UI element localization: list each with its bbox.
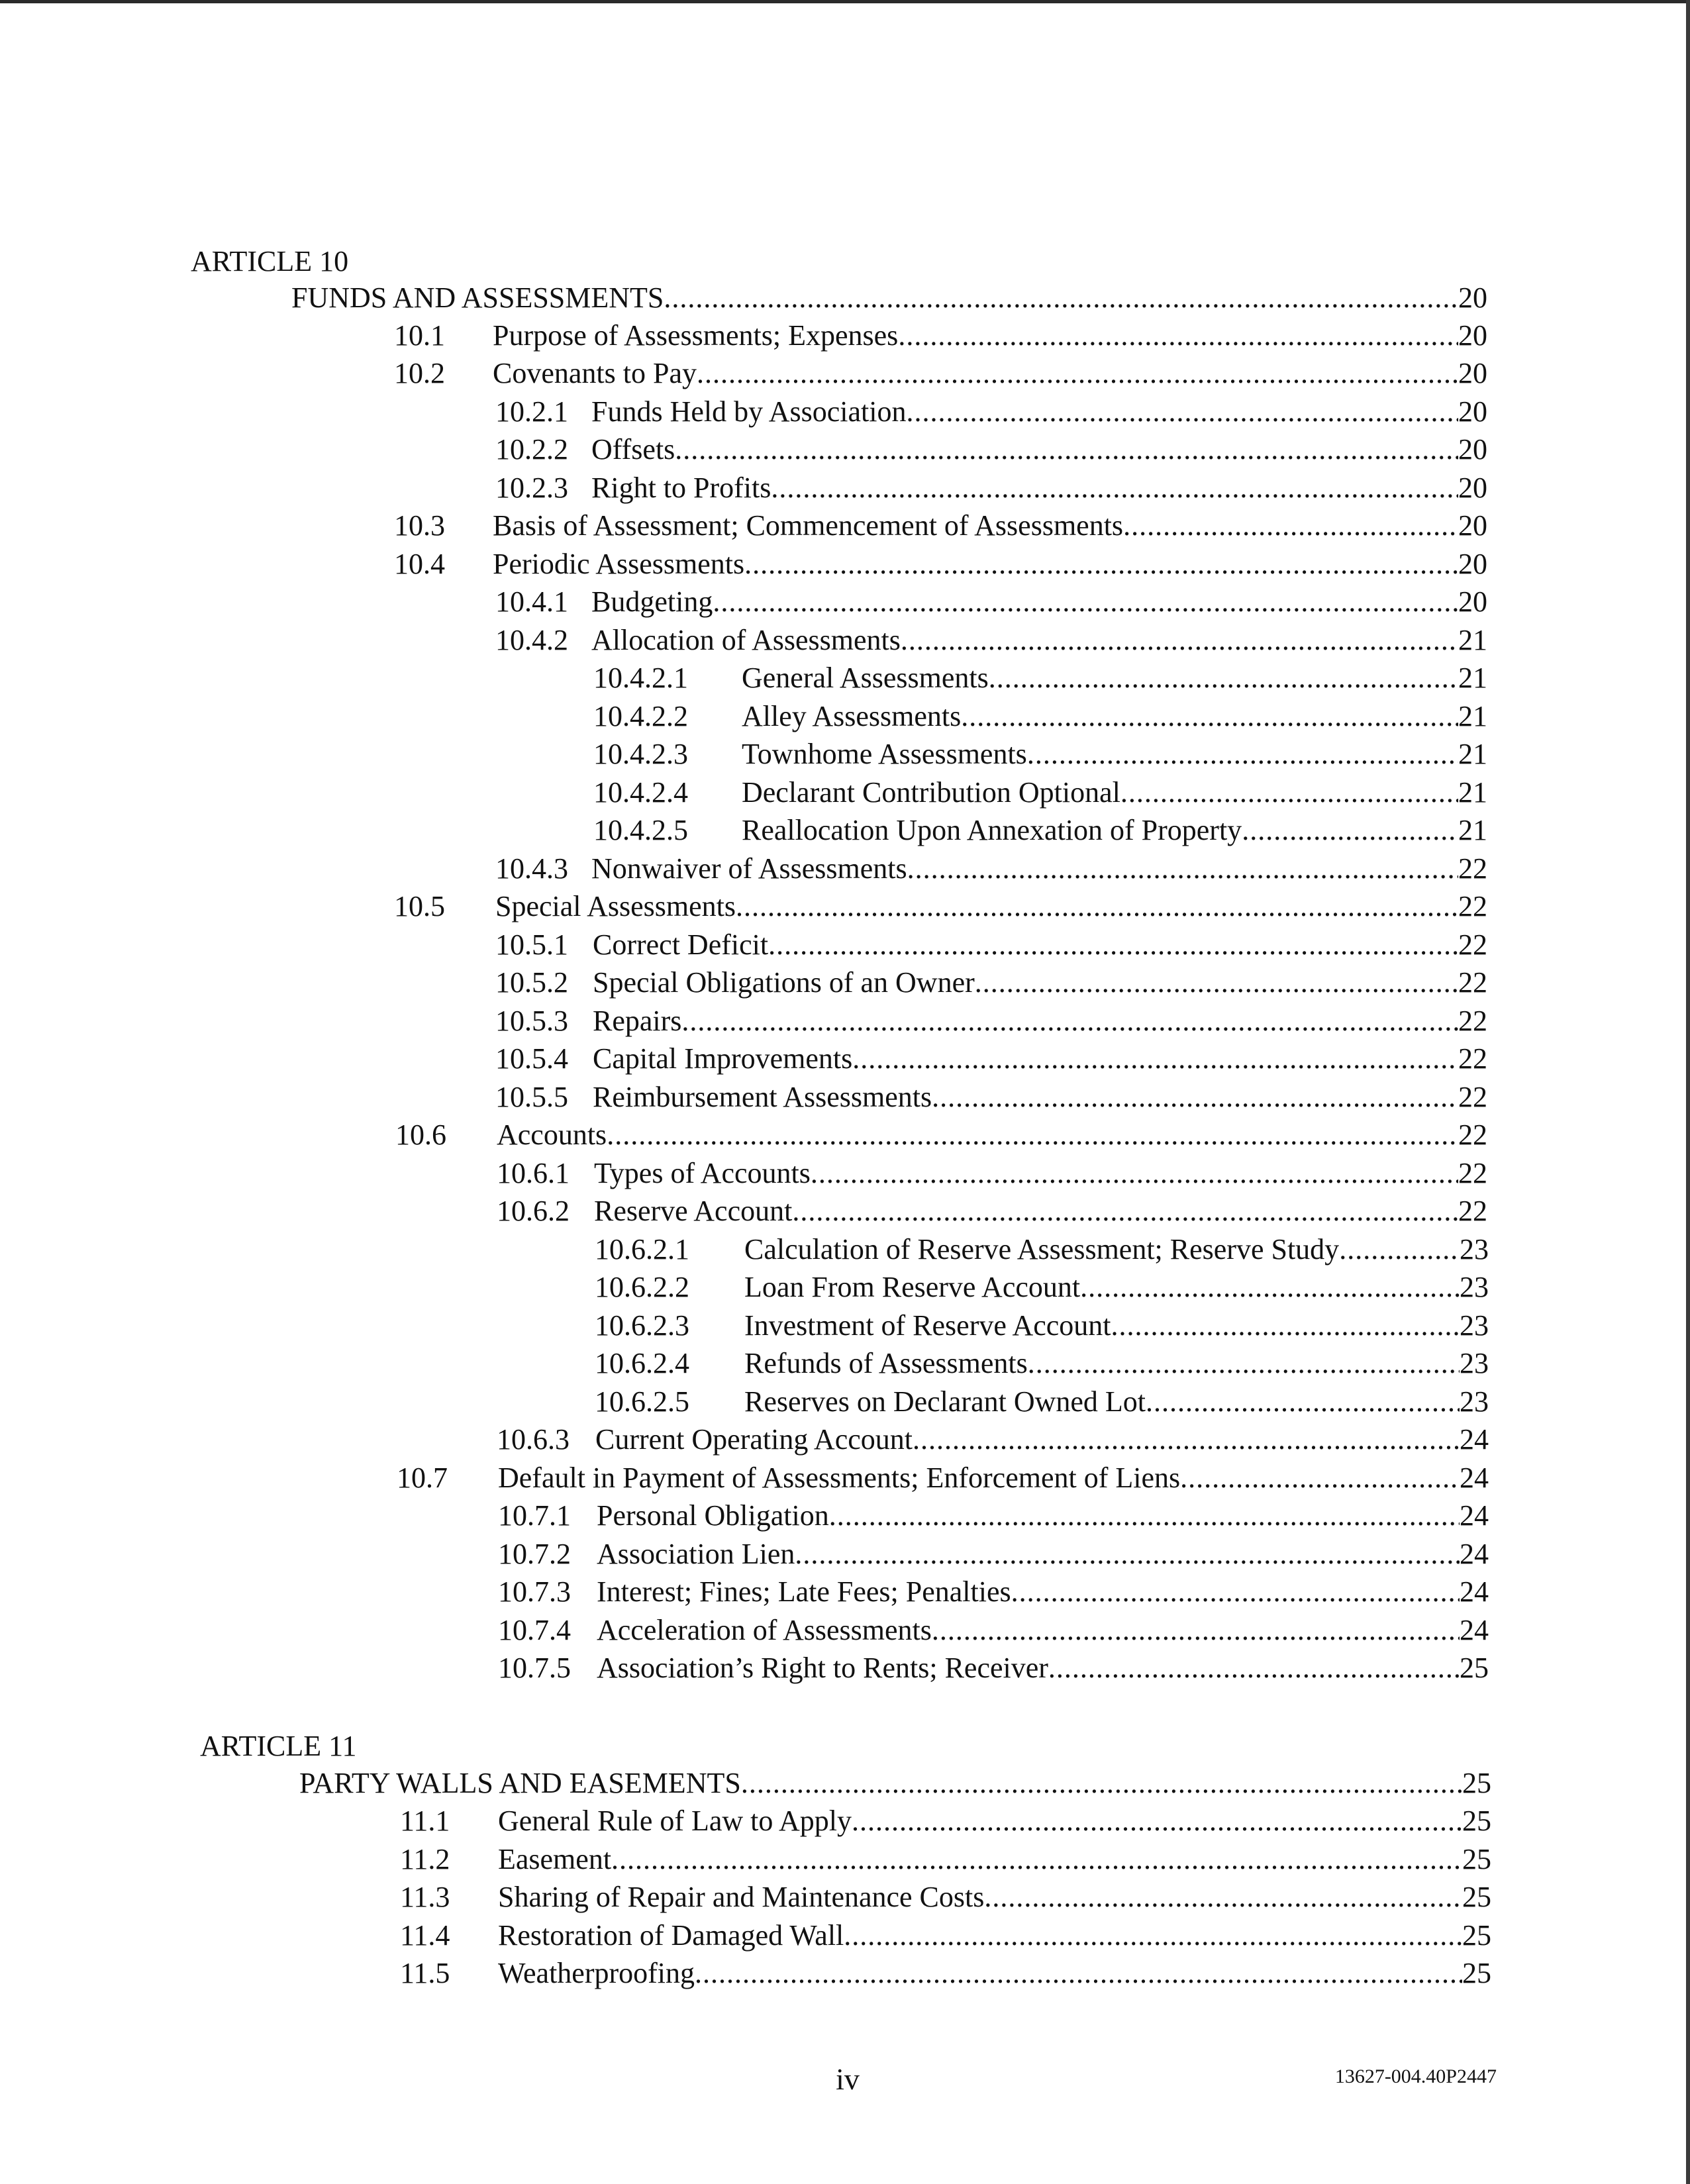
section-title: Sharing of Repair and Maintenance Costs — [498, 1881, 985, 1913]
page-ref: 22 — [1458, 928, 1487, 961]
section-title: Reallocation Upon Annexation of Property — [742, 814, 1242, 846]
dot-leader — [771, 470, 1458, 507]
section-number: 10.5.2 — [495, 966, 568, 999]
section-number: 10.6.2.1 — [595, 1233, 689, 1266]
toc-entry-10-4-2-2 — [593, 698, 1487, 735]
page-ref: 23 — [1460, 1233, 1489, 1266]
toc-entry-10-5-1 — [495, 926, 1487, 964]
page-ref: 20 — [1458, 357, 1487, 389]
page-ref: 22 — [1458, 1042, 1487, 1075]
dot-leader — [961, 698, 1458, 735]
page-ref: 25 — [1462, 1881, 1491, 1913]
page-ref: 21 — [1458, 624, 1487, 656]
toc-entry-10-2-1 — [495, 393, 1487, 430]
section-title: Funds Held by Association — [591, 395, 907, 428]
section-title: Purpose of Assessments; Expenses — [493, 319, 899, 352]
toc-entry-10-6-2 — [497, 1193, 1487, 1230]
section-title: Interest; Fines; Late Fees; Penalties — [597, 1575, 1011, 1608]
section-number: 10.2.2 — [495, 433, 568, 466]
page-ref: 21 — [1458, 662, 1487, 694]
section-number: 10.2 — [394, 357, 445, 389]
section-title: General Rule of Law to Apply — [498, 1805, 852, 1837]
section-number: 10.6.2.3 — [595, 1309, 689, 1342]
page-ref: 21 — [1458, 776, 1487, 809]
toc-entry-10-3 — [394, 507, 1487, 544]
dot-leader — [795, 1536, 1460, 1573]
section-number: 10.7.1 — [498, 1499, 571, 1532]
toc-entry-10-6-2-3 — [595, 1307, 1489, 1344]
toc-entry-10-4-2 — [495, 622, 1487, 659]
page-ref: 20 — [1458, 509, 1487, 542]
toc-entry-10-7-4 — [498, 1612, 1489, 1649]
dot-leader — [681, 1003, 1458, 1040]
section-number: 10.4 — [394, 548, 445, 580]
dot-leader — [607, 1117, 1458, 1154]
article-10-title-row — [291, 279, 1487, 317]
page-ref: 25 — [1462, 1767, 1491, 1799]
section-number: 10.4.2.1 — [593, 662, 688, 694]
section-title: Default in Payment of Assessments; Enforcement of Liens — [498, 1462, 1181, 1494]
section-title: Association’s Right to Rents; Receiver — [597, 1652, 1048, 1684]
page-ref: 20 — [1458, 395, 1487, 428]
page-ref: 25 — [1462, 1843, 1491, 1875]
toc-entry-10-2-3 — [495, 470, 1487, 507]
toc-entry-10-4-2-1 — [593, 660, 1487, 697]
section-title: Reimbursement Assessments — [593, 1081, 932, 1113]
dot-leader — [907, 850, 1458, 887]
section-number: 10.6.2.2 — [595, 1271, 689, 1303]
toc-entry-10-6-2-2 — [595, 1269, 1489, 1306]
footer-page-number: iv — [836, 2062, 860, 2096]
dot-leader — [1146, 1383, 1460, 1420]
dot-leader — [675, 431, 1458, 468]
dot-leader — [1027, 736, 1458, 773]
dot-leader — [989, 660, 1458, 697]
dot-leader — [664, 279, 1458, 317]
dot-leader — [984, 1879, 1462, 1916]
dot-leader — [1048, 1650, 1460, 1687]
section-title: Covenants to Pay — [493, 357, 697, 389]
section-number: 10.7.5 — [498, 1652, 571, 1684]
toc-entry-10-1 — [394, 317, 1487, 354]
section-number: 10.6.2.5 — [595, 1385, 689, 1418]
dot-leader — [1242, 812, 1458, 849]
toc-entry-10-4-3 — [495, 850, 1487, 887]
section-title: Correct Deficit — [593, 928, 769, 961]
toc-entry-10-5-5 — [495, 1079, 1487, 1116]
toc-entry-10-7-2 — [498, 1536, 1489, 1573]
page-ref: 24 — [1460, 1538, 1489, 1570]
dot-leader — [713, 583, 1458, 620]
dot-leader — [829, 1497, 1460, 1534]
section-title: Alley Assessments — [742, 700, 962, 732]
toc-entry-10-5-3 — [495, 1003, 1487, 1040]
section-title: Reserve Account — [594, 1195, 793, 1227]
section-number: 10.4.3 — [495, 852, 568, 885]
section-number: 10.7.4 — [498, 1614, 571, 1646]
page-ref: 22 — [1458, 852, 1487, 885]
toc-entry-10-4-2-3 — [593, 736, 1487, 773]
toc-entry-10-6-2-1 — [595, 1231, 1489, 1268]
dot-leader — [1120, 774, 1458, 811]
toc-entry-10-4-2-5 — [593, 812, 1487, 849]
section-title: Investment of Reserve Account — [744, 1309, 1111, 1342]
toc-entry-10-6 — [395, 1117, 1487, 1154]
toc-entry-10-7-5 — [498, 1650, 1489, 1687]
section-number: 10.2.1 — [495, 395, 568, 428]
section-title: Budgeting — [591, 585, 713, 618]
toc-entry-10-4 — [394, 546, 1487, 583]
toc-entry-10-2 — [394, 355, 1487, 392]
page-ref: 25 — [1462, 1919, 1491, 1952]
section-title: Repairs — [593, 1005, 682, 1037]
dot-leader — [898, 317, 1458, 354]
dot-leader — [695, 1955, 1462, 1992]
dot-leader — [1180, 1460, 1460, 1497]
section-number: 10.7.3 — [498, 1575, 571, 1608]
section-title: Declarant Contribution Optional — [742, 776, 1120, 809]
dot-leader — [744, 546, 1458, 583]
page-ref: 25 — [1462, 1957, 1491, 1989]
page-ref: 20 — [1458, 472, 1487, 504]
section-number: 10.6.2.4 — [595, 1347, 689, 1379]
section-title: Periodic Assessments — [493, 548, 745, 580]
dot-leader — [736, 888, 1458, 925]
section-number: 11.1 — [400, 1805, 450, 1837]
section-number: 10.3 — [394, 509, 445, 542]
page-ref: 20 — [1458, 548, 1487, 580]
section-number: 11.5 — [400, 1957, 450, 1989]
page-ref: 23 — [1460, 1271, 1489, 1303]
section-number: 10.4.2 — [495, 624, 568, 656]
page-ref: 22 — [1458, 1005, 1487, 1037]
page-ref: 24 — [1460, 1499, 1489, 1532]
section-number: 10.5.4 — [495, 1042, 568, 1075]
section-title: Capital Improvements — [593, 1042, 853, 1075]
section-number: 11.2 — [400, 1843, 450, 1875]
section-title: Special Assessments — [495, 890, 736, 922]
section-number: 10.4.1 — [495, 585, 568, 618]
section-title: Offsets — [591, 433, 675, 466]
article-10-label: ARTICLE 10 — [191, 245, 349, 277]
section-title: Weatherproofing — [498, 1957, 695, 1989]
section-number: 10.7.2 — [498, 1538, 571, 1570]
dot-leader — [1123, 507, 1458, 544]
dot-leader — [792, 1193, 1458, 1230]
page-ref: 24 — [1460, 1462, 1489, 1494]
toc-entry-10-6-3 — [497, 1421, 1489, 1458]
dot-leader — [852, 1040, 1458, 1077]
dot-leader — [844, 1917, 1462, 1954]
section-number: 11.4 — [400, 1919, 450, 1952]
toc-entry-11-4 — [400, 1917, 1491, 1954]
section-number: 10.4.2.4 — [593, 776, 688, 809]
toc-entry-10-6-2-4 — [595, 1345, 1489, 1382]
toc-entry-10-5-4 — [495, 1040, 1487, 1077]
section-number: 10.5.3 — [495, 1005, 568, 1037]
dot-leader — [1080, 1269, 1460, 1306]
toc-entry-10-2-2 — [495, 431, 1487, 468]
page-ref: 22 — [1458, 1195, 1487, 1227]
dot-leader — [975, 964, 1458, 1001]
toc-entry-10-5-2 — [495, 964, 1487, 1001]
section-number: 10.5.5 — [495, 1081, 568, 1113]
section-title: Association Lien — [597, 1538, 795, 1570]
section-title: Townhome Assessments — [742, 738, 1027, 770]
toc-entry-11-5 — [400, 1955, 1491, 1992]
dot-leader — [741, 1765, 1462, 1802]
toc-entry-11-1 — [400, 1803, 1491, 1840]
dot-leader — [1339, 1231, 1460, 1268]
page-ref: 20 — [1458, 319, 1487, 352]
dot-leader — [1028, 1345, 1460, 1382]
dot-leader — [913, 1421, 1460, 1458]
page-ref: 22 — [1458, 966, 1487, 999]
page-ref: 22 — [1458, 1157, 1487, 1189]
page-ref: 25 — [1460, 1652, 1489, 1684]
page-ref: 20 — [1458, 281, 1487, 314]
toc-entry-10-7 — [397, 1460, 1489, 1497]
dot-leader — [1011, 1573, 1460, 1611]
dot-leader — [1111, 1307, 1460, 1344]
dot-leader — [932, 1612, 1460, 1649]
dot-leader — [901, 622, 1458, 659]
dot-leader — [852, 1803, 1462, 1840]
section-number: 11.3 — [400, 1881, 450, 1913]
dot-leader — [611, 1841, 1462, 1878]
article-11-label: ARTICLE 11 — [200, 1730, 357, 1762]
section-number: 10.4.2.5 — [593, 814, 688, 846]
section-number: 10.6.3 — [497, 1423, 570, 1456]
dot-leader — [697, 355, 1458, 392]
toc-entry-11-3 — [400, 1879, 1491, 1916]
page-ref: 21 — [1458, 814, 1487, 846]
footer-document-id: 13627-004.40P2447 — [1334, 2065, 1497, 2087]
section-number: 10.6.1 — [497, 1157, 570, 1189]
section-title: Refunds of Assessments — [744, 1347, 1028, 1379]
section-title: Accounts — [497, 1118, 607, 1151]
toc-entry-10-4-1 — [495, 583, 1487, 620]
section-title: Allocation of Assessments — [591, 624, 901, 656]
section-title: Types of Accounts — [594, 1157, 811, 1189]
section-title: Easement — [498, 1843, 612, 1875]
section-title: Acceleration of Assessments — [597, 1614, 932, 1646]
page-ref: 21 — [1458, 700, 1487, 732]
page-ref: 24 — [1460, 1423, 1489, 1456]
section-title: General Assessments — [742, 662, 989, 694]
page-ref: 21 — [1458, 738, 1487, 770]
section-title: Nonwaiver of Assessments — [591, 852, 907, 885]
section-number: 10.4.2.3 — [593, 738, 688, 770]
toc-entry-10-6-1 — [497, 1155, 1487, 1192]
toc-entry-10-6-2-5 — [595, 1383, 1489, 1420]
dot-leader — [768, 926, 1458, 964]
section-title: Reserves on Declarant Owned Lot — [744, 1385, 1146, 1418]
page-ref: 20 — [1458, 585, 1487, 618]
dot-leader — [932, 1079, 1458, 1116]
section-number: 10.5 — [394, 890, 445, 922]
section-number: 10.4.2.2 — [593, 700, 688, 732]
section-title: Basis of Assessment; Commencement of Assessments — [493, 509, 1124, 542]
section-title: Personal Obligation — [597, 1499, 829, 1532]
article-title: PARTY WALLS AND EASEMENTS — [299, 1767, 741, 1799]
toc-entry-10-7-3 — [498, 1573, 1489, 1611]
section-title: Restoration of Damaged Wall — [498, 1919, 844, 1952]
dot-leader — [906, 393, 1458, 430]
article-11-title-row — [299, 1765, 1491, 1802]
page-ref: 24 — [1460, 1614, 1489, 1646]
page-ref: 20 — [1458, 433, 1487, 466]
section-title: Current Operating Account — [595, 1423, 913, 1456]
article-title: FUNDS AND ASSESSMENTS — [291, 281, 664, 314]
toc-entry-10-7-1 — [498, 1497, 1489, 1534]
toc-entry-10-4-2-4 — [593, 774, 1487, 811]
section-title: Special Obligations of an Owner — [593, 966, 975, 999]
page-ref: 25 — [1462, 1805, 1491, 1837]
page-ref: 22 — [1458, 1118, 1487, 1151]
toc-entry-10-5 — [394, 888, 1487, 925]
section-title: Loan From Reserve Account — [744, 1271, 1081, 1303]
page-ref: 24 — [1460, 1575, 1489, 1608]
section-title: Calculation of Reserve Assessment; Reserve Study — [744, 1233, 1340, 1266]
page-ref: 23 — [1460, 1347, 1489, 1379]
section-number: 10.1 — [394, 319, 445, 352]
page-ref: 22 — [1458, 1081, 1487, 1113]
section-number: 10.2.3 — [495, 472, 568, 504]
dot-leader — [811, 1155, 1458, 1192]
toc-entry-11-2 — [400, 1841, 1491, 1878]
section-number: 10.5.1 — [495, 928, 568, 961]
section-number: 10.6 — [395, 1118, 446, 1151]
page-ref: 23 — [1460, 1309, 1489, 1342]
page-ref: 22 — [1458, 890, 1487, 922]
section-number: 10.7 — [397, 1462, 448, 1494]
page-ref: 23 — [1460, 1385, 1489, 1418]
section-title: Right to Profits — [591, 472, 771, 504]
section-number: 10.6.2 — [497, 1195, 570, 1227]
